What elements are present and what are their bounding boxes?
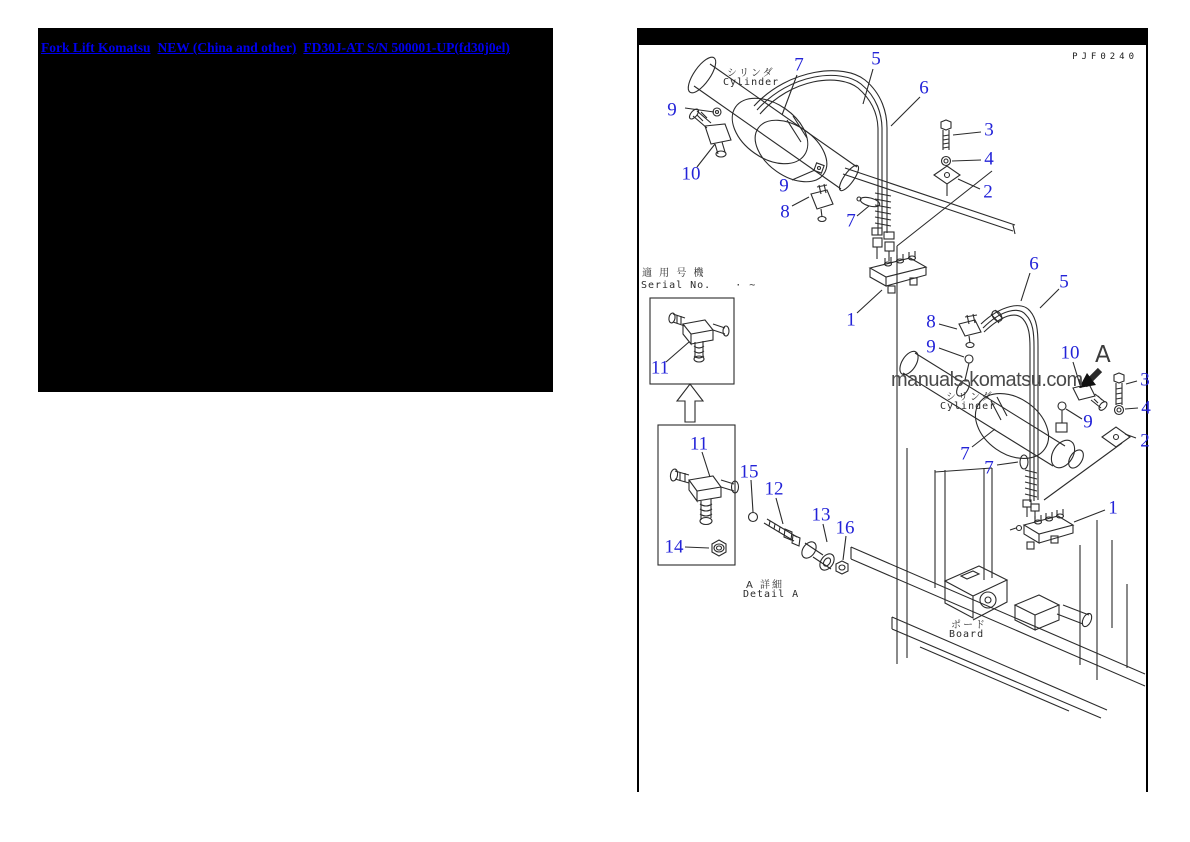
- board-block-a: [945, 566, 1007, 620]
- valve-8a: [811, 184, 833, 222]
- valve-8b: [959, 314, 981, 348]
- plate-2b: [1044, 427, 1130, 500]
- board-label-en: Board: [949, 629, 985, 640]
- bolt-3a: [941, 120, 951, 150]
- washer-4b: [1115, 406, 1124, 415]
- callout-9[interactable]: 9: [667, 99, 677, 121]
- breadcrumb-link-region[interactable]: NEW (China and other): [157, 40, 297, 55]
- callout-3[interactable]: 3: [1140, 369, 1150, 391]
- callout-16[interactable]: 16: [835, 517, 855, 539]
- callout-2[interactable]: 2: [983, 181, 993, 203]
- detail-label-en: Detail A: [743, 589, 800, 600]
- callout-1[interactable]: 1: [1108, 497, 1118, 519]
- callout-9[interactable]: 9: [779, 175, 789, 197]
- cylinder1-label-en: Cylinder: [723, 77, 780, 88]
- callout-4[interactable]: 4: [984, 148, 994, 170]
- callout-11[interactable]: 11: [650, 357, 670, 379]
- washer-9a: [713, 108, 721, 116]
- parts-diagram-panel: [637, 28, 1151, 792]
- board-label-jp: ポード: [951, 620, 987, 631]
- cylinder2-label-en: Cylinder: [940, 401, 997, 412]
- callout-2[interactable]: 2: [1140, 430, 1150, 452]
- callout-13[interactable]: 13: [811, 504, 831, 526]
- callout-14[interactable]: 14: [664, 536, 684, 558]
- left-black-panel: [38, 28, 553, 392]
- callout-6[interactable]: 6: [919, 77, 929, 99]
- watermark: manuals-komatsu.com: [891, 369, 1083, 391]
- serial-label-jp: 適 用 号 機: [642, 268, 706, 279]
- callout-7[interactable]: 7: [794, 54, 804, 76]
- plate-2a: [934, 166, 960, 196]
- serial-label-text: Serial No.: [641, 280, 712, 291]
- callout-7[interactable]: 7: [846, 210, 856, 232]
- callout-8[interactable]: 8: [926, 311, 936, 333]
- callout-7[interactable]: 7: [984, 457, 994, 479]
- washer-9d: [1056, 402, 1067, 432]
- callout-4[interactable]: 4: [1141, 397, 1151, 419]
- diagram-drawing: [639, 28, 1150, 792]
- up-arrow: [677, 384, 703, 422]
- cylinder1-label-jp: シリンダ: [727, 68, 775, 79]
- callout-5[interactable]: 5: [871, 48, 881, 70]
- manifold-2: [1010, 509, 1073, 549]
- callout-15[interactable]: 15: [739, 461, 759, 483]
- manifold-1: [870, 251, 926, 293]
- callout-6[interactable]: 6: [1029, 253, 1039, 275]
- callout-11[interactable]: 11: [689, 433, 709, 455]
- callout-10[interactable]: 10: [681, 163, 701, 185]
- breadcrumb-link-model[interactable]: FD30J-AT S/N 500001-UP(fd30j0el): [303, 40, 510, 55]
- view-a-marker: A: [1095, 342, 1111, 368]
- cylinder2-label-jp: シリンダ: [946, 392, 994, 403]
- callout-9[interactable]: 9: [926, 336, 936, 358]
- callout-10[interactable]: 10: [1060, 342, 1080, 364]
- callout-8[interactable]: 8: [780, 201, 790, 223]
- board-block-b: [1015, 595, 1094, 630]
- callout-3[interactable]: 3: [984, 119, 994, 141]
- callout-9[interactable]: 9: [1083, 411, 1093, 433]
- washer-4a: [942, 157, 951, 166]
- serial-label-en: [641, 280, 756, 291]
- bolt-3b: [1114, 373, 1124, 405]
- leaders-top: [685, 69, 981, 313]
- detail-parts: [749, 513, 849, 575]
- fitting-10a: [688, 107, 731, 157]
- callout-1[interactable]: 1: [846, 309, 856, 331]
- callout-12[interactable]: 12: [764, 478, 784, 500]
- breadcrumb: [41, 40, 517, 56]
- detail-label-jp: A 詳細: [746, 580, 785, 591]
- figure-code: PJF0240: [1072, 52, 1138, 62]
- breadcrumb-link-catalog[interactable]: Fork Lift Komatsu: [41, 40, 151, 55]
- serial-range: · ~: [735, 280, 757, 291]
- callout-5[interactable]: 5: [1059, 271, 1069, 293]
- board-planks: [851, 547, 1145, 718]
- callout-7[interactable]: 7: [960, 443, 970, 465]
